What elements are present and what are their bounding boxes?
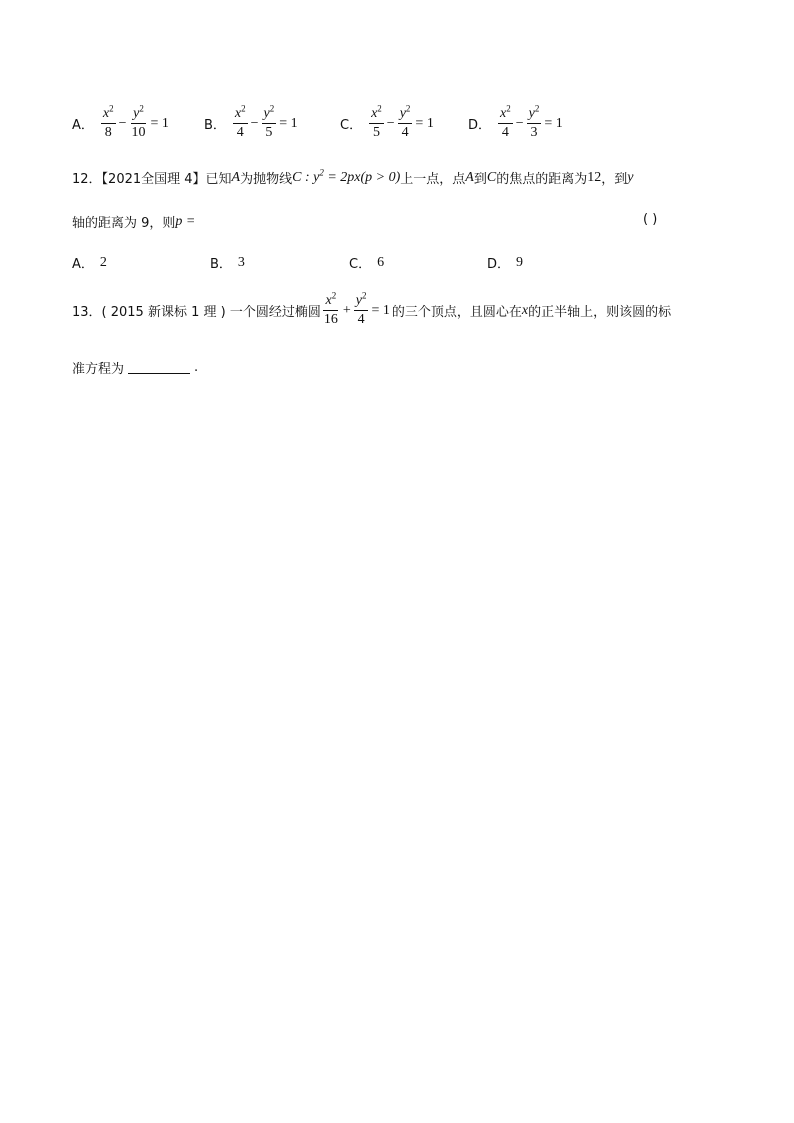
q12-option-a[interactable]: A． 2 <box>72 254 107 272</box>
fraction-y: $\frac{y^2}{4}$ <box>399 103 411 140</box>
q12-option-c[interactable]: C． 6 <box>349 254 385 272</box>
q13-stem-line-1: 13．( 2015 新课标 1 理 ) 一个圆经过椭圆 $\frac{x^2}{16}$ + $\frac{y^2}{4}$ = 1 的三个顶点，且圆心在 x 的正半轴上，则该圆的标 <box>72 290 672 327</box>
parabola-equation: C : $y^2 = 2px(p > 0)$ <box>292 166 401 185</box>
option-label: A． <box>72 118 94 133</box>
q11-option-d[interactable]: D． $\frac{x^2}{4}$ − $\frac{y^2}{3}$ = 1 <box>468 103 563 140</box>
q12-stem-line-1: 12．【2021全国理 4】已知 A 为抛物线 C : $y^2 = 2px(p > 0)$ 上一点，点 A 到 C 的焦点的距离为 12 ，到 y <box>72 166 634 187</box>
fraction-x: $\frac{x^2}{4}$ <box>234 103 246 140</box>
fraction-x: $\frac{x^2}{5}$ <box>371 103 382 140</box>
fraction-y: $\frac{y^2}{3}$ <box>528 103 540 140</box>
fraction-y: $\frac{y^2}{10}$ <box>131 103 146 140</box>
q12-option-d[interactable]: D． 9 <box>487 254 524 272</box>
answer-blank[interactable] <box>128 361 190 374</box>
q12-stem-line-2: 轴的距离为 9，则 p = <box>72 213 196 231</box>
fraction-y: $\frac{y^2}{5}$ <box>263 103 275 140</box>
q12-option-b[interactable]: B． 3 <box>210 254 245 272</box>
q13-stem-line-2: 准方程为 . <box>72 360 199 377</box>
fraction-x: $\frac{x^2}{4}$ <box>500 103 511 140</box>
option-label: D． <box>468 118 492 133</box>
option-label: C． <box>340 118 363 133</box>
fraction-x: $\frac{x^2}{16}$ <box>323 290 338 327</box>
fraction-x: $\frac{x^2}{8}$ <box>102 103 114 140</box>
fraction-y: $\frac{y^2}{4}$ <box>355 290 367 327</box>
q11-option-b[interactable]: B． $\frac{x^2}{4}$ − $\frac{y^2}{5}$ = 1 <box>204 103 298 140</box>
answer-parentheses: ( ) <box>643 212 658 227</box>
q11-option-c[interactable]: C． $\frac{x^2}{5}$ − $\frac{y^2}{4}$ = 1 <box>340 103 434 140</box>
q11-option-a[interactable]: A． $\frac{x^2}{8}$ − $\frac{y^2}{10}$ = 1 <box>72 103 169 140</box>
option-label: B． <box>204 118 226 133</box>
